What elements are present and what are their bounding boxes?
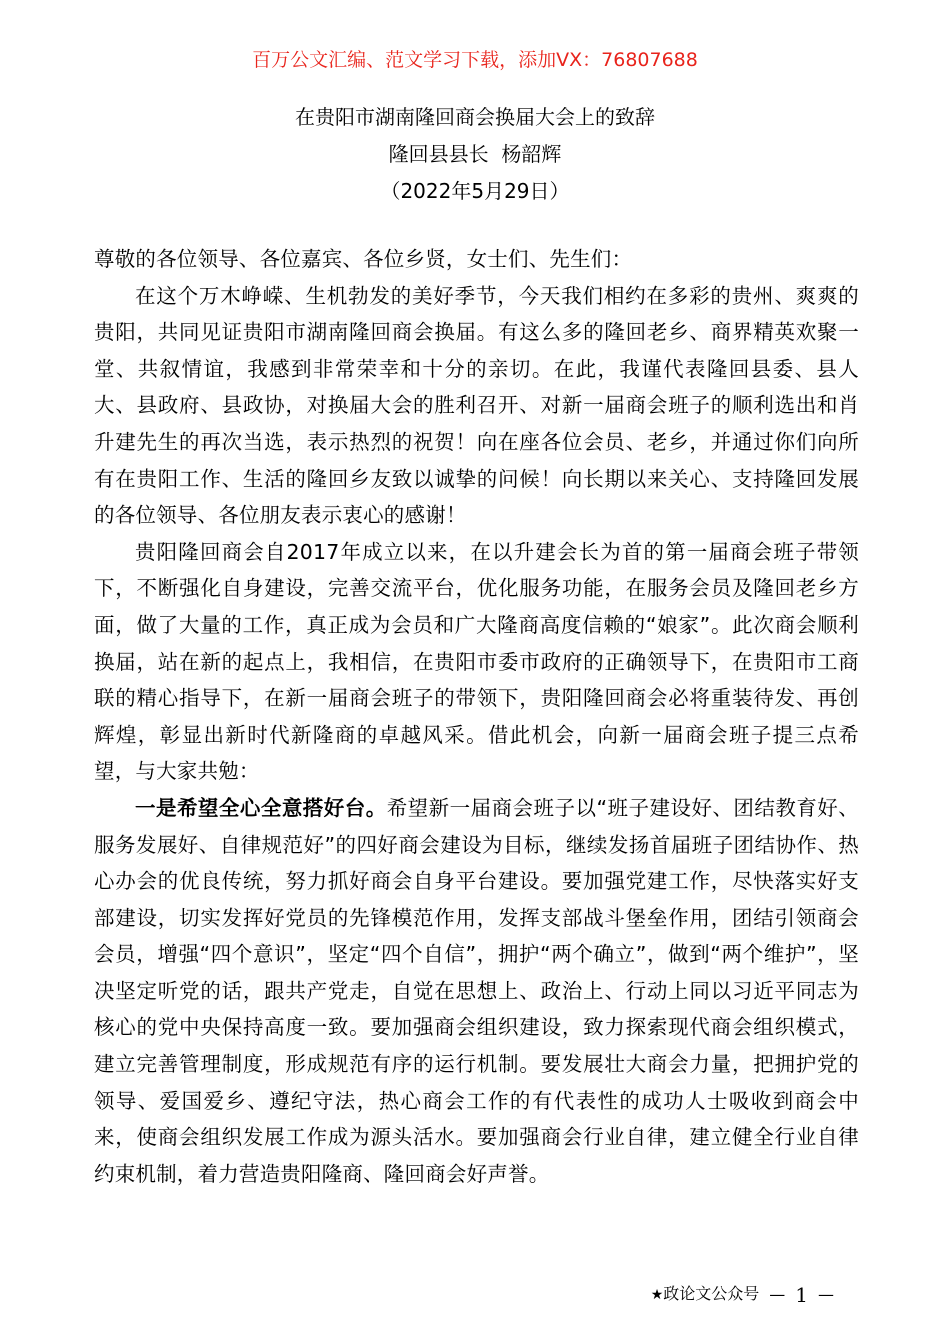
paragraph-2: 贵阳隆回商会自2017年成立以来，在以升建会长为首的第一届商会班子带领下，不断强化自身建设，完善交流平台，优化服务功能，在服务会员及隆回老乡方面，做了大量的工作，真正成为会员和广大隆商高度信赖的“娘家”。此次商会顺利换届，站在新的起点上，我相信，在贵阳市委市政府的正确领导下，在贵阳市工商联的精心指导下，在新一届商会班子的带领下，贵阳隆回商会必将重装待发、再创辉煌，彰显出新时代新隆商的卓越风采。借此机会，向新一届商会班子提三点希望，与大家共勉：: [94, 539, 859, 784]
footer-source-label: 政论文公众号: [663, 1284, 760, 1303]
page-number: 1: [795, 1282, 808, 1307]
watermark-banner: 百万公文汇编、范文学习下载，添加VX：76807688: [252, 49, 698, 71]
paragraph-3: [94, 790, 859, 1193]
document-author: 隆回县县长 杨韶辉: [388, 142, 562, 166]
star-icon: ★: [650, 1287, 664, 1303]
document-date: （2022年5月29日）: [380, 179, 570, 203]
page-dash-left: —: [769, 1284, 786, 1304]
paragraph-1: 在这个万木峥嵘、生机勃发的美好季节，今天我们相约在多彩的贵州、爽爽的贵阳，共同见证贵阳市湖南隆回商会换届。有这么多的隆回老乡、商界精英欢聚一堂、共叙情谊，我感到非常荣幸和十分的亲切。在此，我谨代表隆回县委、县人大、县政府、县政协，对换届大会的胜利召开、对新一届商会班子的顺利选出和肖升建先生的再次当选，表示热烈的祝贺！向在座各位会员、老乡，并通过你们向所有在贵阳工作、生活的隆回乡友致以诚挚的问候！向长期以来关心、支持隆回发展的各位领导、各位朋友表示衷心的感谢！: [94, 283, 859, 528]
salutation: 尊敬的各位领导、各位嘉宾、各位乡贤，女士们、先生们：: [94, 247, 633, 271]
paragraph-3-lead: 一是希望全心全意搭好台。: [135, 795, 387, 820]
page-dash-right: —: [818, 1284, 834, 1304]
page-footer: [651, 1282, 834, 1307]
paragraph-3-text: 希望新一届商会班子以“班子建设好、团结教育好、服务发展好、自律规范好”的四好商会建设为目标，继续发扬首届班子团结协作、热心办会的优良传统，努力抓好商会自身平台建设。要加强党建工作，尽快落实好支部建设，切实发挥好党员的先锋模范作用，发挥支部战斗堡垒作用，团结引领商会会员，增强“四个意识”，坚定“四个自信”，拥护“两个确立”，做到“两个维护”，坚决坚定听党的话，跟共产党走，自觉在思想上、政治上、行动上同以习近平同志为核心的党中央保持高度一致。要加强商会组织建设，致力探索现代商会组织模式，建立完善管理制度，形成规范有序的运行机制。要发展壮大商会力量，把拥护党的领导、爱国爱乡、遵纪守法，热心商会工作的有代表性的成功人士吸收到商会中来，使商会组织发展工作成为源头活水。要加强商会行业自律，建立健全行业自律约束机制，着力营造贵阳隆商、隆回商会好声誉。: [94, 795, 859, 1186]
footer-source: [651, 1282, 760, 1307]
document-body: [94, 241, 859, 1192]
document-title: 在贵阳市湖南隆回商会换届大会上的致辞: [295, 105, 655, 129]
document-header: [0, 99, 950, 210]
